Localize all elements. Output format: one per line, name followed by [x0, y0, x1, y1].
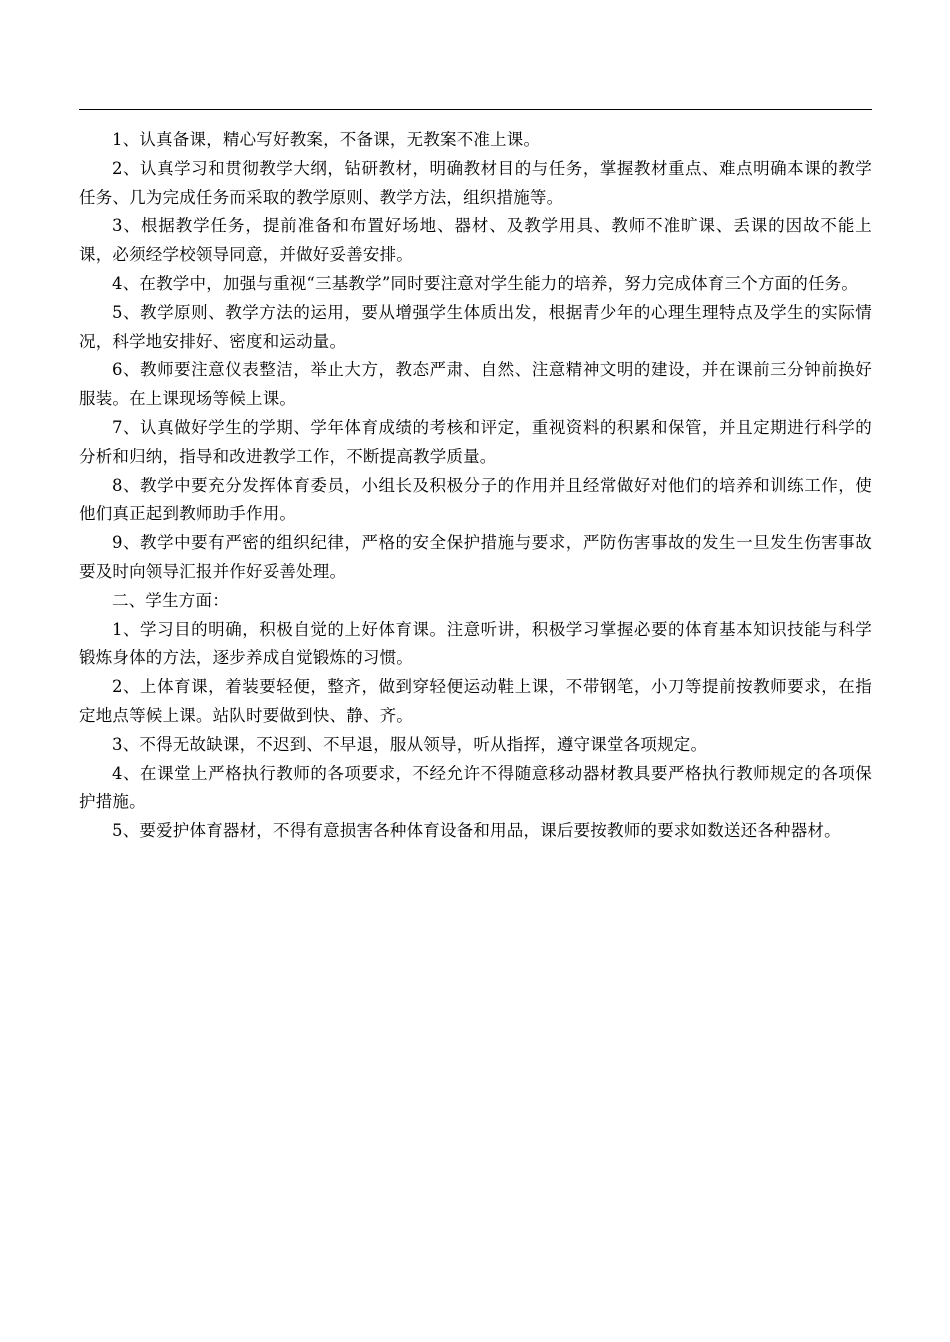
paragraph-teacher-9: 9、教学中要有严密的组织纪律，严格的安全保护措施与要求，严防伤害事故的发生一旦发生伤害事故要及时向领导汇报并作好妥善处理。: [79, 533, 872, 581]
paragraph-teacher-3: 3、根据教学任务，提前准备和布置好场地、器材、及教学用具、教师不准旷课、丢课的因故不能上课，必须经学校领导同意，并做好妥善安排。: [79, 216, 872, 265]
paragraph-teacher-5: 5、教学原则、教学方法的运用，要从增强学生体质出发，根据青少年的心理生理特点及学生的实际情况，科学地安排好、密度和运动量。: [79, 302, 872, 351]
paragraph-student-5: 5、要爱护体育器材，不得有意损害各种体育设备和用品，课后要按教师的要求如数送还各种器材。: [112, 821, 841, 841]
header-rule: [79, 109, 872, 110]
paragraph-student-4: 4、在课堂上严格执行教师的各项要求，不经允许不得随意移动器材教具要严格执行教师规定的各项保护措施。: [79, 763, 872, 812]
paragraph-teacher-6: 6、教师要注意仪表整洁，举止大方，教态严肃、自然、注意精神文明的建设，并在课前三分钟前换好服装。在上课现场等候上课。: [79, 360, 872, 409]
section-heading-students: 二、学生方面：: [112, 590, 229, 610]
paragraph-teacher-8: 8、教学中要充分发挥体育委员，小组长及积极分子的作用并且经常做好对他们的培养和训练工作，使他们真正起到教师助手作用。: [79, 475, 872, 524]
document-body: [79, 126, 872, 846]
paragraph-student-2: 2、上体育课，着装要轻便，整齐，做到穿轻便运动鞋上课，不带钢笔，小刀等提前按教师要求，在指定地点等候上课。站队时要做到快、静、齐。: [79, 677, 872, 725]
paragraph-teacher-1: 1、认真备课，精心写好教案，不备课，无教案不准上课。: [112, 130, 541, 149]
paragraph-teacher-7: 7、认真做好学生的学期、学年体育成绩的考核和评定，重视资料的积累和保管，并且定期进行科学的分析和归纳，指导和改进教学工作，不断提高教学质量。: [79, 417, 872, 466]
paragraph-teacher-4: 4、在教学中，加强与重视“三基教学”同时要注意对学生能力的培养，努力完成体育三个方面的任务。: [112, 273, 859, 293]
paragraph-student-1: 1、学习目的明确，积极自觉的上好体育课。注意听讲，积极学习掌握必要的体育基本知识技能与科学锻炼身体的方法，逐步养成自觉锻炼的习惯。: [79, 619, 872, 668]
paragraph-teacher-2: 2、认真学习和贯彻教学大纲，钻研教材，明确教材目的与任务，掌握教材重点、难点明确本课的教学任务、几为完成任务而采取的教学原则、教学方法，组织措施等。: [79, 158, 872, 207]
paragraph-student-3: 3、不得无故缺课，不迟到、不早退，服从领导，听从指挥，遵守课堂各项规定。: [112, 734, 708, 754]
